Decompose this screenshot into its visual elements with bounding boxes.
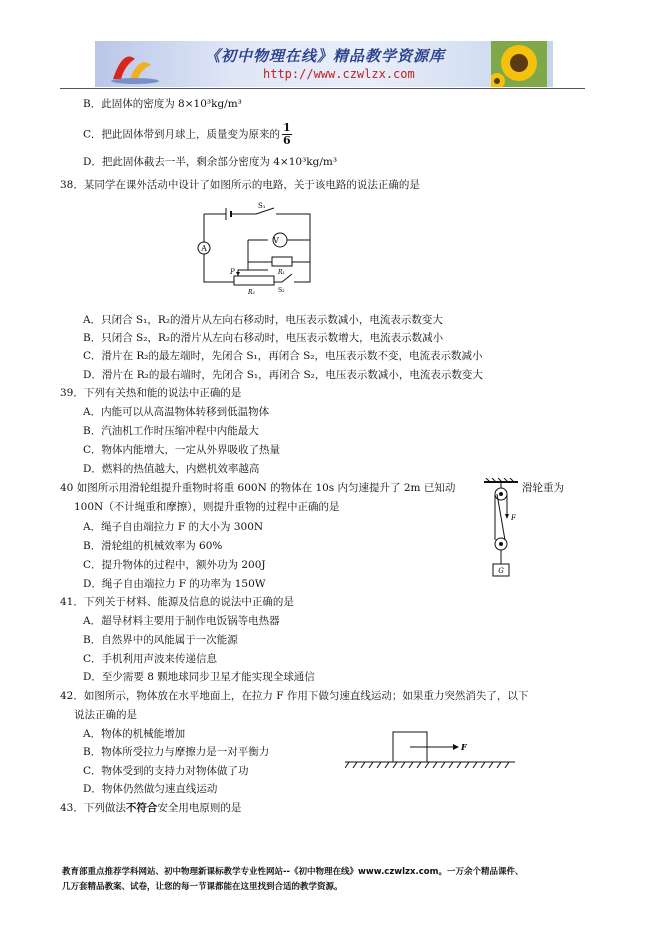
label-slider-p: P bbox=[230, 268, 235, 276]
q43-stem-post: 安全用电原则的是 bbox=[157, 802, 242, 814]
banner-title: 《初中物理在线》精品教学资源库 bbox=[205, 47, 446, 65]
header-rule bbox=[60, 88, 585, 89]
q40-stem-line1-tail: 滑轮重为 bbox=[522, 482, 564, 494]
fraction-numerator: 1 bbox=[283, 121, 291, 134]
q40-option-b: B．滑轮组的机械效率为 60% bbox=[83, 540, 223, 552]
q40-stem-line1: 40 如图所示用滑轮组提升重物时将重 600N 的物体在 10s 内匀速提升了 2m 已知动 bbox=[60, 482, 456, 494]
q39-option-b: B．汽油机工作时压缩冲程中内能最大 bbox=[83, 425, 259, 437]
label-weight-g: G bbox=[498, 567, 504, 575]
q38-option-d: D．滑片在 R₂的最右端时，先闭合 S₁，再闭合 S₂，电压表示数减小，电流表示数变大 bbox=[83, 369, 483, 381]
site-logo-icon bbox=[105, 45, 165, 85]
q43-stem-emphasis: 不符合 bbox=[125, 802, 158, 814]
q41-option-d: D．至少需要 8 颗地球同步卫星才能实现全球通信 bbox=[83, 671, 315, 683]
fraction-denominator: 6 bbox=[283, 134, 291, 147]
q39-option-a: A．内能可以从高温物体转移到低温物体 bbox=[83, 406, 270, 418]
q41-option-b: B．自然界中的风能属于一次能源 bbox=[83, 634, 238, 646]
q37-option-c-text: C．把此固体带到月球上，质量变为原来的 bbox=[83, 128, 281, 141]
q39-option-d: D．燃料的热值越大，内燃机效率越高 bbox=[83, 463, 260, 475]
sunflower-icon bbox=[491, 41, 547, 87]
q38-option-c: C．滑片在 R₂的最左端时，先闭合 S₁，再闭合 S₂，电压表示数不变，电流表示数减小 bbox=[83, 350, 483, 362]
pulley-diagram bbox=[484, 478, 524, 580]
q37-option-d: D．把此固体截去一半，剩余部分密度为 4×10³kg/m³ bbox=[83, 156, 338, 168]
banner-url[interactable]: http://www.czwlzx.com bbox=[263, 67, 415, 81]
footer-line1: 教育部重点推荐学科网站、初中物理新课标教学专业性网站--《初中物理在线》www.czwlzx.com。一万余个精品课件、 bbox=[62, 867, 524, 877]
label-ammeter: A bbox=[201, 244, 207, 253]
q41-stem: 41．下列关于材料、能源及信息的说法中正确的是 bbox=[60, 596, 294, 608]
q43-stem-pre: 43．下列做法 bbox=[60, 802, 126, 814]
block-on-ground-diagram bbox=[345, 730, 515, 776]
footer-line2: 几万套精品教案、试卷，让您的每一节课都能在这里找到合适的教学资源。 bbox=[62, 882, 343, 892]
q40-option-d: D．绳子自由端拉力 F 的功率为 150W bbox=[83, 578, 266, 590]
label-r2: R₂ bbox=[248, 289, 255, 295]
q38-option-b: B．只闭合 S₂，R₂的滑片从左向右移动时，电压表示数增大，电流表示数减小 bbox=[83, 332, 444, 344]
q43-stem bbox=[60, 801, 241, 815]
q37-option-c bbox=[83, 122, 292, 147]
q40-option-c: C．提升物体的过程中，额外功为 200J bbox=[83, 559, 266, 571]
q40-stem-line2: 100N（不计绳重和摩擦），则提升重物的过程中正确的是 bbox=[74, 501, 340, 513]
label-r1: R₁ bbox=[278, 269, 285, 276]
one-sixth-fraction bbox=[282, 122, 292, 147]
q39-stem: 39．下列有关热和能的说法中正确的是 bbox=[60, 387, 242, 399]
header-banner bbox=[95, 41, 553, 87]
label-s1: S₁ bbox=[258, 202, 266, 210]
q40-option-a: A．绳子自由端拉力 F 的大小为 300N bbox=[83, 521, 264, 533]
q42-stem-line2: 说法正确的是 bbox=[74, 709, 137, 721]
q38-stem: 38．某同学在课外活动中设计了如图所示的电路，关于该电路的说法正确的是 bbox=[60, 179, 420, 191]
q39-option-c: C．物体内能增大，一定从外界吸收了热量 bbox=[83, 444, 281, 456]
label-s2: S₂ bbox=[278, 287, 285, 294]
q42-stem-line1: 42．如图所示，物体放在水平地面上，在拉力 F 作用下做匀速直线运动；如果重力突然消失了，以下 bbox=[60, 690, 529, 702]
q42-option-b: B．物体所受拉力与摩擦力是一对平衡力 bbox=[83, 746, 270, 758]
q37-option-b: B．此固体的密度为 8×10³kg/m³ bbox=[83, 98, 242, 110]
q42-option-d: D．物体仍然做匀速直线运动 bbox=[83, 783, 218, 795]
label-voltmeter: V bbox=[273, 236, 279, 245]
label-pull-force-f: F bbox=[461, 742, 467, 752]
q42-option-a: A．物体的机械能增加 bbox=[83, 728, 186, 740]
label-force-f: F bbox=[511, 514, 516, 522]
q41-option-c: C．手机利用声波来传递信息 bbox=[83, 653, 218, 665]
q38-option-a: A．只闭合 S₁，R₂的滑片从左向右移动时，电压表示数减小，电流表示数变大 bbox=[83, 314, 443, 326]
circuit-diagram bbox=[190, 200, 325, 295]
q42-option-c: C．物体受到的支持力对物体做了功 bbox=[83, 765, 249, 777]
q41-option-a: A．超导材料主要用于制作电饭锅等电热器 bbox=[83, 615, 280, 627]
